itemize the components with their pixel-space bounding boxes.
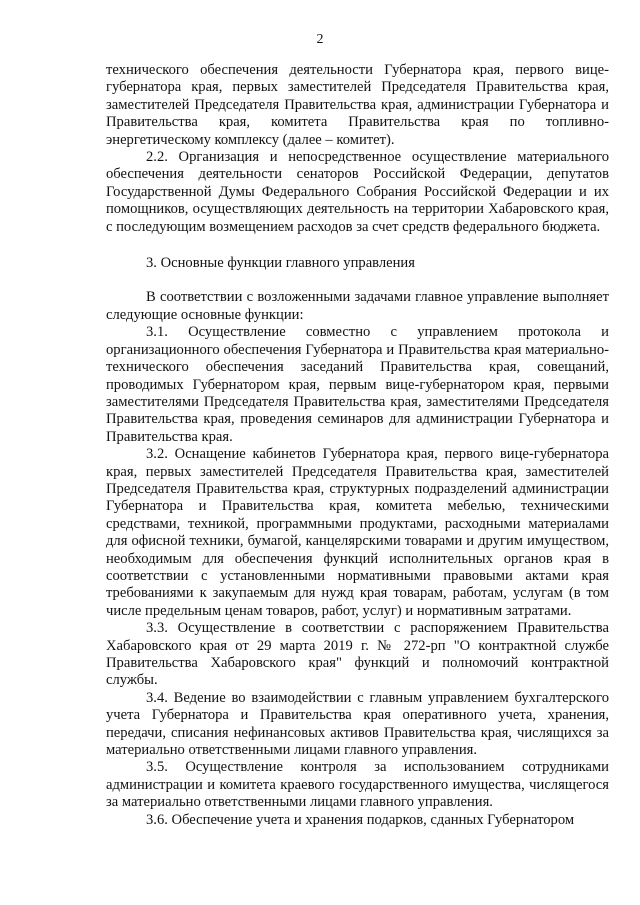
page-number: 2 — [316, 32, 324, 47]
paragraph-continuation: технического обеспечения деятельности Губернатора края, первого вице-губернатора края, первых заместителей Председателя Правительства края, заместителей Председателя Правительства края, администрации Губернатора и Правительства края, комитета Правительства края по топливно-энергетическому комплексу (далее – комитет). — [106, 62, 609, 148]
paragraph-section-3-intro: В соответствии с возложенными задачами главное управление выполняет следующие основные функции: — [106, 289, 609, 323]
section-heading-3: 3. Основные функции главного управления — [146, 255, 415, 272]
document-body — [106, 62, 609, 829]
paragraph-2-2: 2.2. Организация и непосредственное осуществление материального обеспечения деятельности сенаторов Российской Федерации, депутатов Государственной Думы Федерального Собрания Российской Федерации и их помощников, осуществляющих деятельность на территории Хабаровского края, с последующим возмещением расходов за счет средств федерального бюджета. — [106, 149, 609, 235]
paragraph-3-4: 3.4. Ведение во взаимодействии с главным управлением бухгалтерского учета Губернатора и Правительства края оперативного учета, хранения, передачи, списания нефинансовых активов Правительства края, числящихся за материально ответственными лицами главного управления. — [106, 689, 609, 759]
paragraph-3-3: 3.3. Осуществление в соответствии с распоряжением Правительства Хабаровского края от 29 марта 2019 г. № 272-рп "О контрактной службе Правительства Хабаровского края" функций и полномочий контрактной службы. — [106, 620, 609, 689]
paragraph-3-2: 3.2. Оснащение кабинетов Губернатора края, первого вице-губернатора края, первых заместителей Председателя Правительства края, заместителей Председателя Правительства края, структурных подразделений администрации Губернатора и Правительства края, комитета мебелью, техническими средствами, техникой, программными продуктами, расходными материалами для офисной техники, бумагой, канцелярскими товарами и другим имуществом, необходимым для обеспечения функций исполнительных органов края в соответствии с установленными нормативными правовыми актами края требованиями к закупаемым для нужд края товарам, работам, услугам (в том числе предельным ценам товаров, работ, услуг) и нормативным затратами. — [106, 446, 609, 619]
paragraph-3-1: 3.1. Осуществление совместно с управлением протокола и организационного обеспечения Губернатора и Правительства края материально-технического обеспечения заседаний Правительства края, совещаний, проводимых Губернатором края, первым вице-губернатором края, первыми заместителями Председателя Правительства края, заместителями Председателя Правительства края, проведения семинаров для администрации Губернатора и Правительства края. — [106, 324, 609, 445]
paragraph-3-6: 3.6. Обеспечение учета и хранения подарков, сданных Губернатором — [146, 811, 575, 828]
paragraph-3-5: 3.5. Осуществление контроля за использованием сотрудниками администрации и комитета краевого государственного имущества, числящегося за материально ответственными лицами главного управления. — [106, 759, 609, 811]
